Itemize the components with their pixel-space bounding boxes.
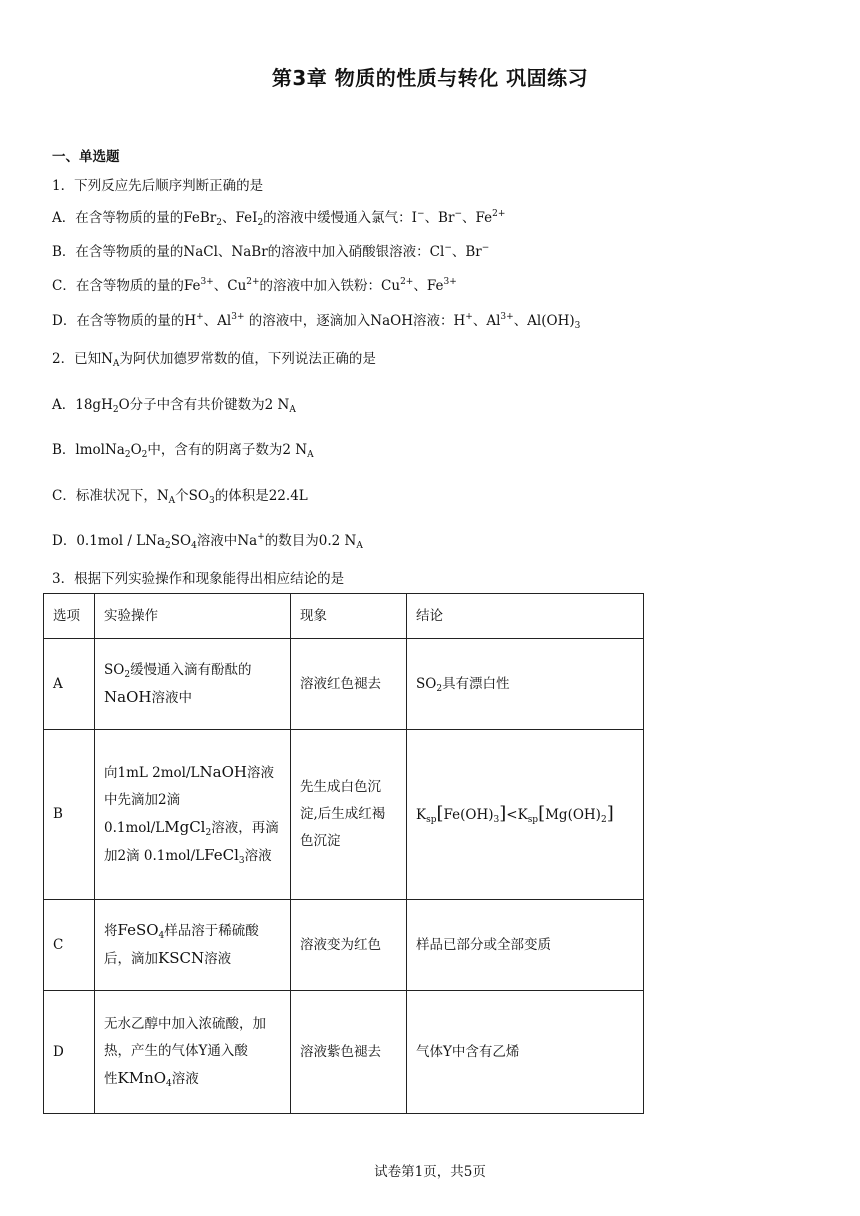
row-a-phenomenon: 溶液红色褪去 xyxy=(291,639,407,730)
table-header-row xyxy=(44,594,644,639)
header-operation: 实验操作 xyxy=(95,594,291,639)
page-title: 第3章 物质的性质与转化 巩固练习 xyxy=(271,66,589,90)
header-phenomenon: 现象 xyxy=(291,594,407,639)
header-option: 选项 xyxy=(44,594,95,639)
row-c-operation: 将FeSO$_4$样品溶于稀硫酸 后，滴加KSCN溶液 xyxy=(95,900,291,991)
page-footer: 试卷第1页，共5页 xyxy=(374,1164,486,1180)
row-a-conclusion: $SO_2$具有漂白性 xyxy=(407,639,644,730)
header-conclusion: 结论 xyxy=(407,594,644,639)
table-row xyxy=(44,730,644,900)
row-b-phenomenon: 先生成白色沉淀,后生成红褐色沉淀 xyxy=(291,730,407,900)
q3-stem: 3．根据下列实验操作和现象能得出相应结论的是 xyxy=(52,571,345,587)
row-a-operation: $SO_2$缓慢通入滴有酚酞的 NaOH溶液中 xyxy=(95,639,291,730)
row-c-phenomenon: 溶液变为红色 xyxy=(291,900,407,991)
experiment-table xyxy=(43,593,644,1114)
section-heading: 一、单选题 xyxy=(52,149,120,165)
table-row xyxy=(44,639,644,730)
row-c-conclusion: 样品已部分或全部变质 xyxy=(407,900,644,991)
row-a-option: A xyxy=(44,639,95,730)
q1-option-c: C．在含等物质的量的$Fe^{3+}$、$Cu^{2+}$的溶液中加入铁粉：$Cu^{2+}$、$Fe^{3+}$ xyxy=(52,277,457,294)
table-row xyxy=(44,991,644,1114)
row-b-option: B xyxy=(44,730,95,900)
row-d-conclusion: 气体Y中含有乙烯 xyxy=(407,991,644,1114)
row-c-option: C xyxy=(44,900,95,991)
q1-option-b: B．在含等物质的量的NaCl、NaBr的溶液中加入硝酸银溶液：Cl−、Br− xyxy=(52,243,490,260)
q1-stem: 1．下列反应先后顺序判断正确的是 xyxy=(52,178,264,194)
q2-option-b: B．$lmolNa_2O_2$中，含有的阴离子数为2 $N_A$ xyxy=(52,442,314,460)
row-b-operation: 向1mL 2mol/LNaOH溶液 中先滴加2滴 0.1mol/LMgCl$_2$溶液，再滴 加2滴 0.1mol/LFeCl$_3$溶液 xyxy=(95,730,291,900)
q2-option-c: C．标准状况下，$N_A$个$SO_3$的体积是22.4L xyxy=(52,488,308,506)
q1-option-d: D．在含等物质的量的H+、$Al^{3+}$ 的溶液中，逐滴加入NaOH溶液：H+、$Al^{3+}$、$Al(OH)_3$ xyxy=(52,312,581,331)
q2-stem: 2．已知$N_A$为阿伏加德罗常数的值，下列说法正确的是 xyxy=(52,351,376,369)
row-b-conclusion: $K_{sp}[Fe(OH)_3]<K_{sp}[Mg(OH)_2]$ xyxy=(407,730,644,900)
q2-option-d: D．$0.1mol / LNa_2SO_4$溶液中Na+的数目为0.2 $N_A$ xyxy=(52,532,363,551)
row-d-operation: 无水乙醇中加入浓硫酸，加 热，产生的气体Y通入酸 性KMnO$_4$溶液 xyxy=(95,991,291,1114)
row-d-phenomenon: 溶液紫色褪去 xyxy=(291,991,407,1114)
q2-option-a: A．$18gH_2O$分子中含有共价键数为2 $N_A$ xyxy=(52,397,296,415)
table-row xyxy=(44,900,644,991)
row-d-option: D xyxy=(44,991,95,1114)
q1-option-a: A．在含等物质的量的FeBr$_2$、FeI$_2$的溶液中缓慢通入氯气：I−、Br−、$Fe^{2+}$ xyxy=(52,209,506,228)
